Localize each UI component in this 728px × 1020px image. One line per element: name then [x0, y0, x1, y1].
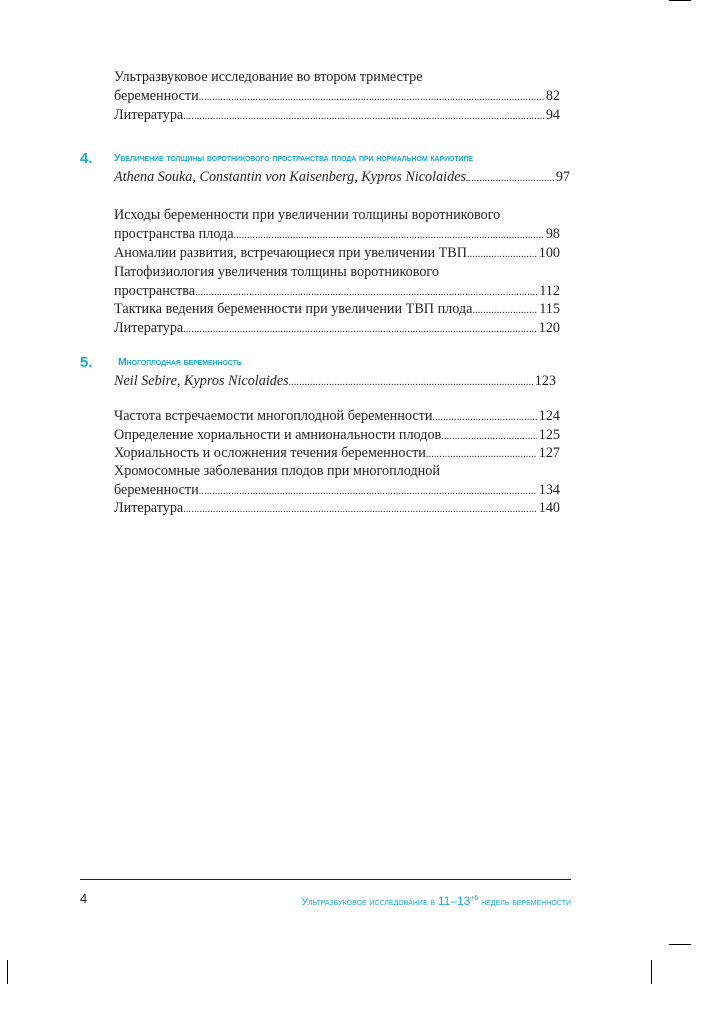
footer-title-start: Ультразвуковое исследование в: [301, 897, 436, 908]
toc-entry-label: Аномалии развития, встречающиеся при увеличении ТВП: [114, 245, 468, 261]
crop-mark-right-top: [669, 944, 691, 945]
toc-entry[interactable]: [114, 444, 560, 463]
chapter-authors[interactable]: [114, 168, 570, 187]
dot-leader: [183, 499, 536, 518]
crop-mark-bottom-right: [651, 960, 652, 984]
toc-page-number: 112: [539, 283, 560, 299]
footer-running-title: [302, 890, 571, 912]
toc-entry[interactable]: [114, 481, 560, 500]
chapter-number: 5.: [80, 354, 93, 371]
footer-title-sup: +6: [470, 895, 479, 902]
dot-leader: [467, 244, 537, 263]
chapter-authors[interactable]: [114, 372, 556, 391]
toc-entry-label: Патофизиология увеличения толщины воротникового: [114, 264, 439, 280]
toc-entry-label: Исходы беременности при увеличении толщины воротникового: [114, 207, 501, 223]
toc-page-number: 123: [534, 373, 556, 389]
toc-entry-label: Литература: [114, 320, 184, 336]
chapter-title[interactable]: Многоплодная беременность: [118, 356, 242, 368]
footer-title-end: недель беременности: [481, 897, 571, 908]
toc-page-number: 94: [545, 107, 560, 123]
dot-leader: [199, 87, 544, 106]
toc-entry[interactable]: [114, 499, 560, 518]
authors-label: Athena Souka, Constantin von Kaisenberg, Kypros Nicolaides: [114, 169, 467, 185]
toc-page-number: 124: [538, 408, 560, 424]
dot-leader: [183, 106, 544, 125]
toc-entry[interactable]: [114, 407, 560, 426]
toc-entry-label: Литература: [114, 107, 184, 123]
dot-leader: [466, 168, 554, 187]
dot-leader: [289, 372, 533, 391]
toc-entry[interactable]: [114, 426, 560, 445]
chapter-number: 4.: [80, 150, 93, 167]
footer-title-weeks: 11–13: [437, 894, 471, 908]
toc-page-number: 97: [555, 169, 570, 185]
toc-entry-label: беременности: [114, 482, 199, 498]
dot-leader: [183, 319, 536, 338]
dot-leader: [432, 407, 536, 426]
toc-entry[interactable]: [114, 244, 560, 263]
footer-page-number: 4: [80, 891, 88, 906]
toc-page-number: 98: [545, 226, 560, 242]
toc-entry[interactable]: [114, 225, 560, 244]
toc-page-number: 134: [538, 482, 560, 498]
toc-page-number: 120: [538, 320, 560, 336]
toc-page-number: 82: [545, 88, 560, 104]
toc-entry[interactable]: [114, 106, 560, 125]
toc-entry[interactable]: [114, 87, 560, 106]
toc-entry-label: Литература: [114, 500, 184, 516]
toc-page-number: 125: [538, 427, 560, 443]
toc-entry[interactable]: [114, 68, 560, 87]
toc-entry[interactable]: [114, 462, 560, 481]
dot-leader: [472, 300, 537, 319]
toc-entry[interactable]: [114, 263, 560, 282]
dot-leader: [195, 282, 537, 301]
toc-entry[interactable]: [114, 282, 560, 301]
toc-entry-label: Определение хориальности и амниональности плодов: [114, 427, 442, 443]
crop-mark-top-right: [669, 0, 691, 1]
toc-page-number: 115: [539, 301, 560, 317]
toc-entry-label: Тактика ведения беременности при увеличении ТВП плода: [114, 301, 473, 317]
toc-entry-label: Хромосомные заболевания плодов при многоплодной: [114, 463, 440, 479]
dot-leader: [199, 481, 537, 500]
toc-page-number: 100: [538, 245, 560, 261]
toc-entry-label: Частота встречаемости многоплодной беременности: [114, 408, 433, 424]
chapter-title[interactable]: Увеличение толщины воротникового пространства плода при нормальном кариотипе: [114, 152, 473, 164]
authors-label: Neil Sebire, Kypros Nicolaides: [114, 373, 289, 389]
toc-entry-label: пространства: [114, 283, 196, 299]
dot-leader: [426, 444, 537, 463]
toc-entry[interactable]: [114, 319, 560, 338]
toc-page-number: 140: [538, 500, 560, 516]
toc-entry[interactable]: [114, 300, 560, 319]
dot-leader: [234, 225, 544, 244]
footer-divider: [80, 879, 571, 880]
toc-entry[interactable]: [114, 206, 560, 225]
toc-entry-label: беременности: [114, 88, 199, 104]
dot-leader: [441, 426, 536, 445]
toc-entry-label: пространства плода: [114, 226, 234, 242]
toc-entry-label: Хориальность и осложнения течения беременности: [114, 445, 426, 461]
crop-mark-bottom-left: [7, 960, 8, 984]
toc-entry-label: Ультразвуковое исследование во втором триместре: [114, 69, 423, 85]
toc-page-number: 127: [538, 445, 560, 461]
